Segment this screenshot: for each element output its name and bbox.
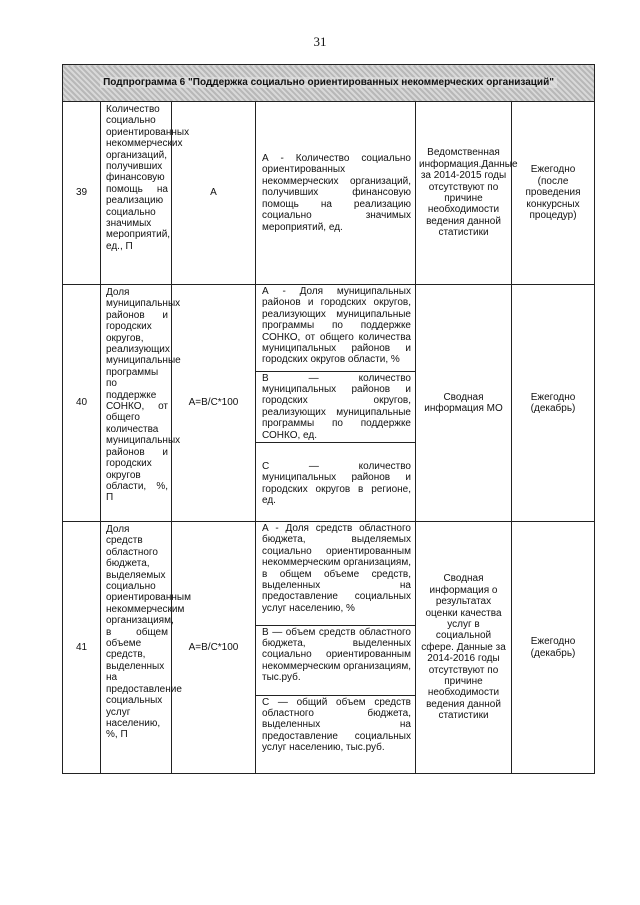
description: С — количество муниципальных районов и городских округов в регионе, ед. [262,460,411,507]
description: А - Доля муниципальных районов и городских округов, реализующих муниципальные программы по поддержке СОНКО, от общего количества муниципальных районов и городских округов области, % [256,285,415,371]
indicator-name: Доля средств областного бюджета, выделяемых социально ориентированным некоммерческим организациям, в общем объеме средств, выделенных на предоставление социальных услуг населению, %, П [101,522,172,774]
period: Ежегодно (декабрь) [512,522,595,774]
description: А - Доля средств областного бюджета, выделяемых социально ориентированным некоммерческим организациям, в общем объеме средств, выделенных на предоставление социальных услуг населению, % [256,522,415,625]
description-stack [256,285,416,522]
period: Ежегодно (декабрь) [512,285,595,522]
description: В — объем средств областного бюджета, выделенных социально ориентированным некоммерческим организациям, тыс.руб. [256,625,415,695]
formula: А=В/С*100 [172,522,256,774]
row-number: 40 [63,285,101,522]
table-row [63,102,595,285]
indicator-name: Доля муниципальных районов и городских округов, реализующих муниципальные программы по поддержке СОНКО, от общего количества муниципальных районов и городских округов области, %, П [101,285,172,522]
description: В — количество муниципальных районов и городских округов, реализующих муниципальные программы по поддержке СОНКО, ед. [256,371,415,442]
page-number: 31 [313,34,327,49]
description: А - Количество социально ориентированных некоммерческих организаций, получивших финансовую помощь на реализацию социально значимых мероприятий, ед. [256,102,416,285]
subprogram-title: Подпрограмма 6 "Поддержка социально ориентированных некоммерческих организаций" [63,65,595,102]
table-row [63,522,595,774]
description-stack [256,522,416,774]
data-source: Сводная информация о результатах оценки качества услуг в социальной сфере. Данные за 2014-2016 годы отсутствуют по причине необходимости ведения данной статистики [416,522,512,774]
subprogram-header-row [63,65,595,102]
formula: А=В/С*100 [172,285,256,522]
period: Ежегодно (после проведения конкурсных процедур) [512,102,595,285]
indicator-name: Количество социально ориентированных некоммерческих организаций, получивших финансовую помощь на реализацию социально значимых мероприятий, ед., П [101,102,172,285]
row-number: 39 [63,102,101,285]
indicators-table [62,64,595,774]
table-row [63,285,595,522]
description: С — общий объем средств областного бюджета, выделенных на предоставление социальных услуг населению, тыс.руб. [262,696,411,754]
formula: А [172,102,256,285]
row-number: 41 [63,522,101,774]
data-source: Ведомственная информация.Данные за 2014-2015 годы отсутствуют по причине необходимости ведения данной статистики [416,102,512,285]
data-source: Сводная информация МО [416,285,512,522]
